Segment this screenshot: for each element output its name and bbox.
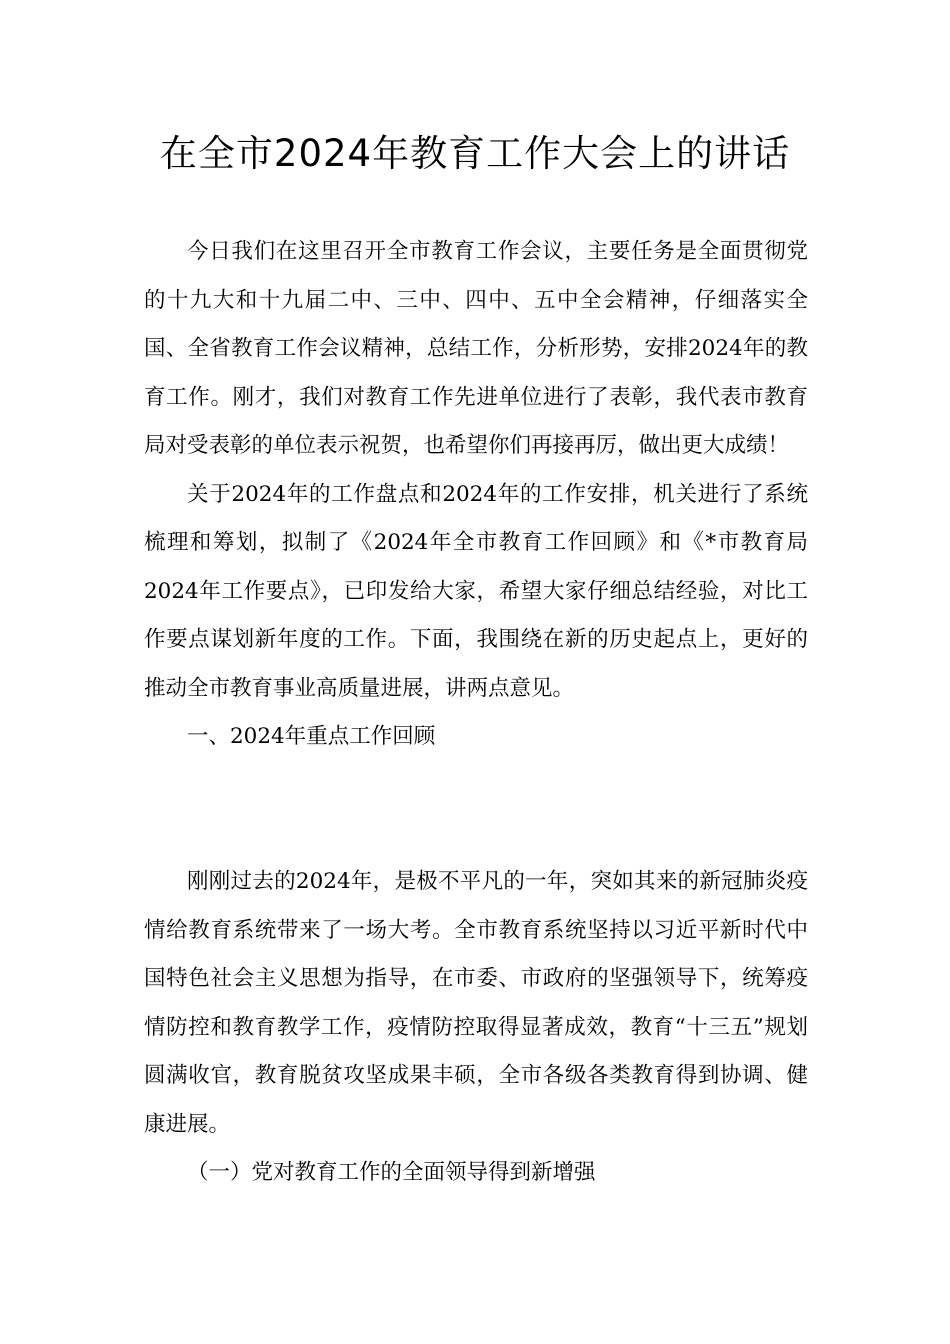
document-body-bottom	[144, 858, 808, 1198]
document-title: 在全市2024年教育工作大会上的讲话	[159, 132, 791, 175]
sub-heading: （一）党对教育工作的全面领导得到新增强	[187, 1160, 596, 1185]
paragraph-review: 刚刚过去的2024年，是极不平凡的一年，突如其来的新冠肺炎疫情给教育系统带来了一场大考。全市教育系统坚持以习近平新时代中国特色社会主义思想为指导，在市委、市政府的坚强领导下，统筹疫情防控和教育教学工作，疫情防控取得显著成效，教育“十三五”规划圆满收官，教育脱贫攻坚成果丰硕，全市各级各类教育得到协调、健康进展。	[144, 869, 808, 1137]
paragraph-intro: 今日我们在这里召开全市教育工作会议，主要任务是全面贯彻党的十九大和十九届二中、三中、四中、五中全会精神，仔细落实全国、全省教育工作会议精神，总结工作，分析形势，安排2024年的教育工作。刚才，我们对教育工作先进单位进行了表彰，我代表市教育局对受表彰的单位表示祝贺，也希望你们再接再厉，做出更大成绩！	[144, 239, 808, 458]
paragraph-arrangement: 关于2024年的工作盘点和2024年的工作安排，机关进行了系统梳理和筹划，拟制了《2024年全市教育工作回顾》和《*市教育局2024年工作要点》，已印发给大家，希望大家仔细总结经验，对比工作要点谋划新年度的工作。下面，我围绕在新的历史起点上，更好的推动全市教育事业高质量进展，讲两点意见。	[144, 481, 808, 701]
section-heading: 一、2024年重点工作回顾	[187, 724, 436, 749]
document-body-top	[144, 228, 808, 762]
